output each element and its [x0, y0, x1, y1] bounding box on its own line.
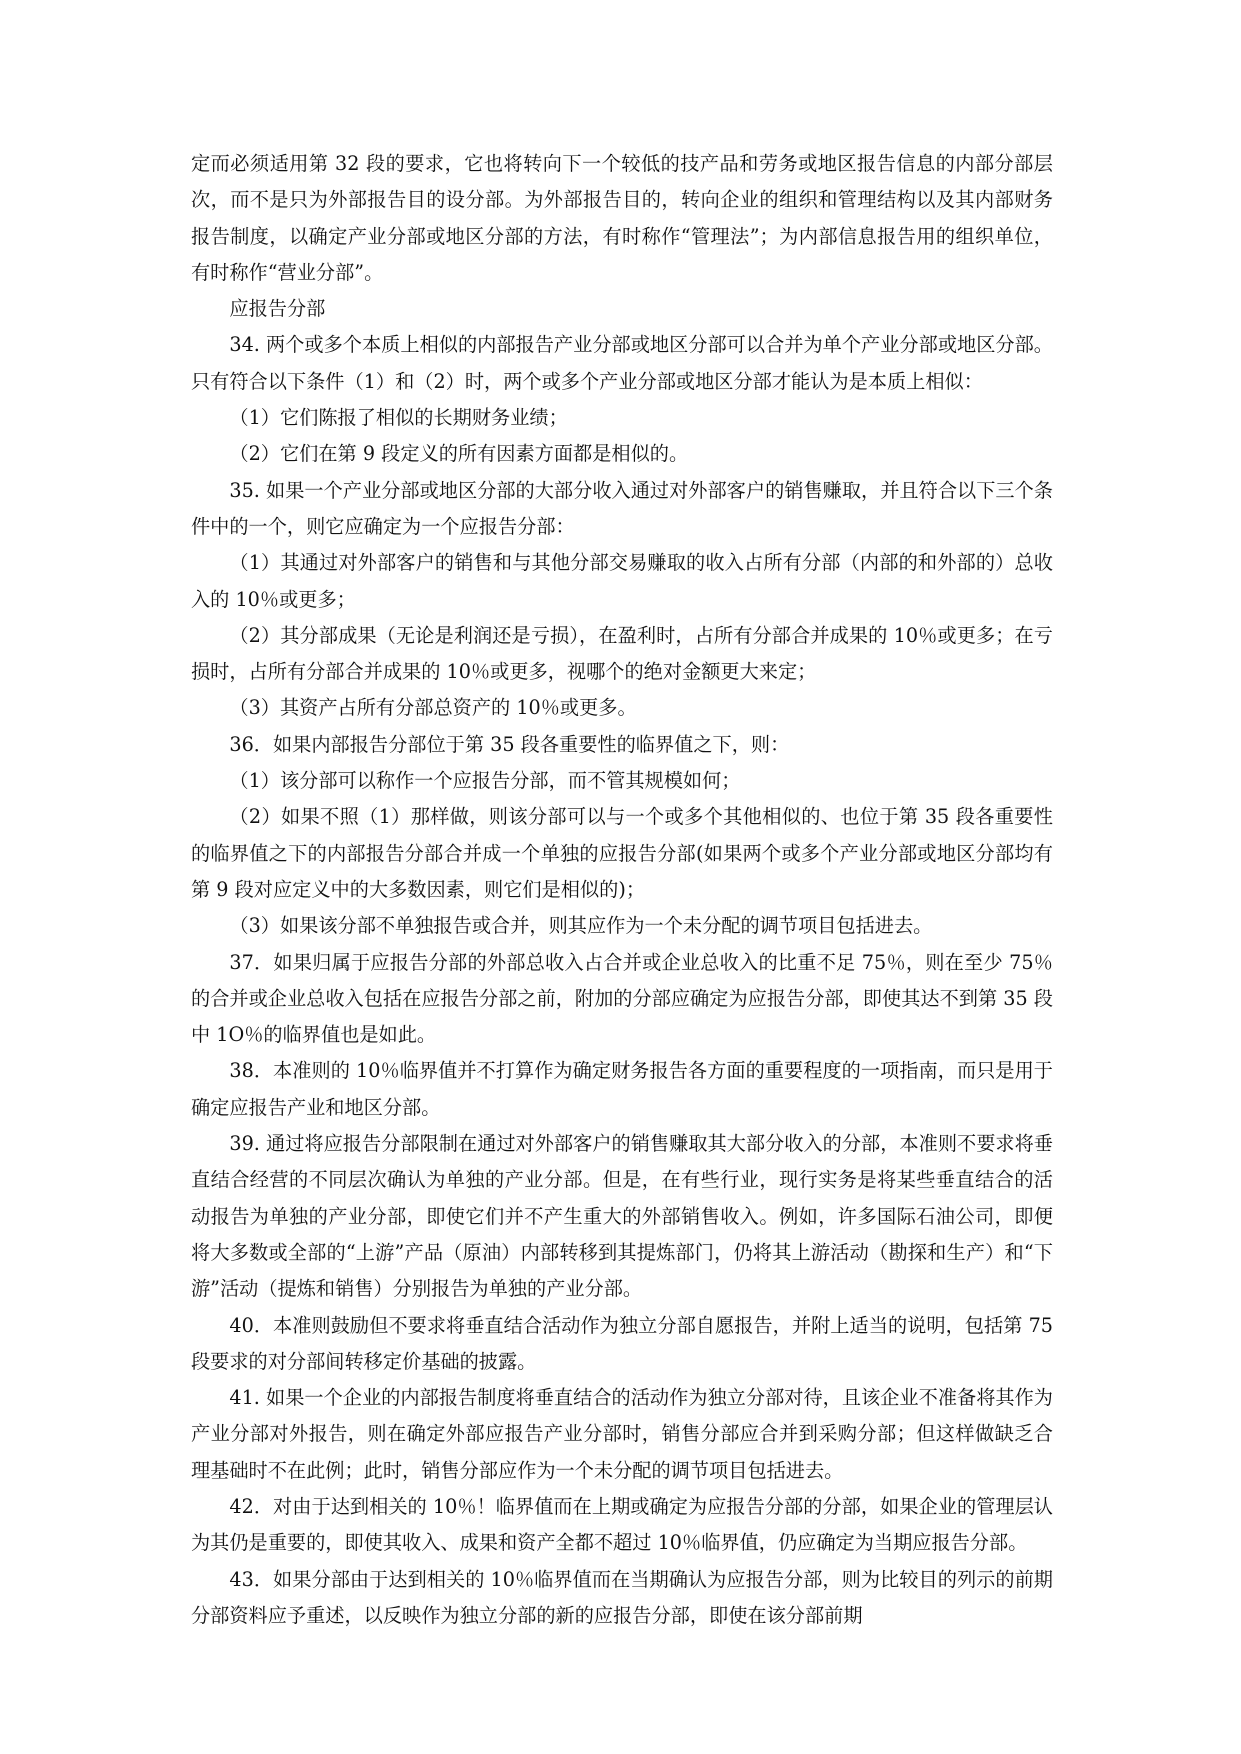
paragraph-40: 40．本准则鼓励但不要求将垂直结合活动作为独立分部自愿报告，并附上适当的说明，包括第 75 段要求的对分部间转移定价基础的披露。 [191, 1313, 1053, 1373]
paragraph-41: 41. 如果一个企业的内部报告制度将垂直结合的活动作为独立分部对待，且该企业不准备将其作为产业分部对外报告，则在确定外部应报告产业分部时，销售分部应合并到采购分部；但这样做缺乏合理基础时不在此例；此时，销售分部应作为一个未分配的调节项目包括进去。 [191, 1386, 1053, 1482]
paragraph-36: 36．如果内部报告分部位于第 35 段各重要性的临界值之下，则： [229, 732, 790, 756]
paragraph-34-item-1: （1）它们陈报了相似的长期财务业绩； [229, 406, 568, 430]
paragraph-36-item-3: （3）如果该分部不单独报告或合并，则其应作为一个未分配的调节项目包括进去。 [229, 914, 933, 938]
paragraph-35-item-3: （3）其资产占所有分部总资产的 10％或更多。 [229, 696, 637, 720]
paragraph-35-item-2: （2）其分部成果（无论是利润还是亏损），在盈利时，占所有分部合并成果的 10％或更多；在亏损时，占所有分部合并成果的 10％或更多，视哪个的绝对金额更大来定； [191, 623, 1053, 684]
paragraph-36-item-2: （2）如果不照（1）那样做，则该分部可以与一个或多个其他相似的、也位于第 35 段各重要性的临界值之下的内部报告分部合并成一个单独的应报告分部(如果两个或多个产业分部或地区分部均有第 9 段对应定义中的大多数因素，则它们是相似的)； [191, 805, 1053, 901]
paragraph-42: 42．对由于达到相关的 10％！临界值而在上期或确定为应报告分部的分部，如果企业的管理层认为其仍是重要的，即使其收入、成果和资产全都不超过 10％临界值，仍应确定为当期应报告分部。 [191, 1494, 1053, 1555]
paragraph-34-item-2: （2）它们在第 9 段定义的所有因素方面都是相似的。 [229, 442, 689, 466]
document-body [191, 146, 1053, 1634]
paragraph-35: 35. 如果一个产业分部或地区分部的大部分收入通过对外部客户的销售赚取，并且符合以下三个条件中的一个，则它应确定为一个应报告分部： [191, 478, 1053, 538]
paragraph-43: 43．如果分部由于达到相关的 10％临界值而在当期确认为应报告分部，则为比较目的列示的前期分部资料应予重述，以反映作为独立分部的新的应报告分部，即使在该分部前期 [191, 1567, 1053, 1627]
paragraph-34: 34. 两个或多个本质上相似的内部报告产业分部或地区分部可以合并为单个产业分部或地区分部。只有符合以下条件（1）和（2）时，两个或多个产业分部或地区分部才能认为是本质上相似： [191, 333, 1053, 393]
paragraph-37: 37．如果归属于应报告分部的外部总收入占合并或企业总收入的比重不足 75％，则在至少 75％的合并或企业总收入包括在应报告分部之前，附加的分部应确定为应报告分部，即使其达不到第 35 段中 1O％的临界值也是如此。 [191, 950, 1053, 1047]
paragraph-36-item-1: （1）该分部可以称作一个应报告分部，而不管其规模如何； [229, 769, 741, 793]
paragraph-38: 38．本准则的 10％临界值并不打算作为确定财务报告各方面的重要程度的一项指南，而只是用于确定应报告产业和地区分部。 [191, 1059, 1053, 1119]
paragraph-35-item-1: （1）其通过对外部客户的销售和与其他分部交易赚取的收入占所有分部（内部的和外部的）总收入的 10％或更多； [191, 551, 1053, 611]
section-heading: 应报告分部 [229, 297, 326, 321]
paragraph-continued: 定而必须适用第 32 段的要求，它也将转向下一个较低的技产品和劳务或地区报告信息的内部分部层次，而不是只为外部报告目的设分部。为外部报告目的，转向企业的组织和管理结构以及其内部财务报告制度，以确定产业分部或地区分部的方法，有时称作“管理法”；为内部信息报告用的组织单位，有时称作“营业分部”。 [191, 152, 1053, 284]
paragraph-39: 39. 通过将应报告分部限制在通过对外部客户的销售赚取其大部分收入的分部，本准则不要求将垂直结合经营的不同层次确认为单独的产业分部。但是，在有些行业，现行实务是将某些垂直结合的活动报告为单独的产业分部，即使它们并不产生重大的外部销售收入。例如，许多国际石油公司，即便将大多数或全部的“上游”产品（原油）内部转移到其提炼部门，仍将其上游活动（勘探和生产）和“下游”活动（提炼和销售）分别报告为单独的产业分部。 [191, 1132, 1053, 1301]
